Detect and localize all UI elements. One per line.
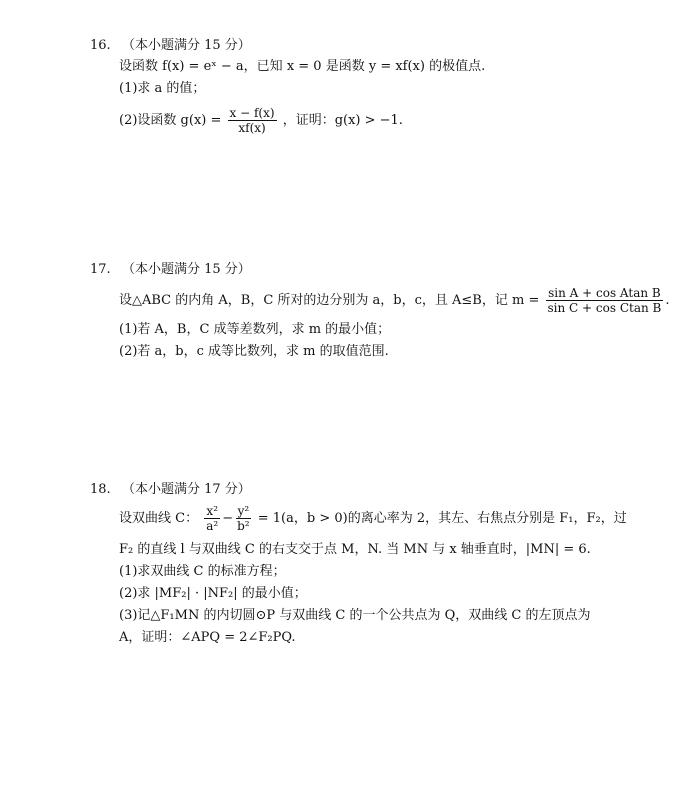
g-numerator: x − f(x): [229, 106, 275, 120]
problem-18: [90, 480, 650, 649]
x-denominator: a²: [206, 519, 219, 533]
part-1: (1)求双曲线 C 的标准方程；: [119, 564, 286, 579]
part-1: (1)若 A，B，C 成等差数列，求 m 的最小值；: [119, 322, 391, 337]
part-2-text: (2)设函数 g(x) =: [119, 113, 222, 128]
problem-statement: [119, 504, 650, 533]
part-2: (2)若 a，b，c 成等比数列，求 m 的取值范围.: [119, 344, 389, 359]
score-note: （本小题满分 15 分）: [122, 38, 251, 53]
problem-16-header: [90, 36, 650, 56]
problem-number: 16.: [90, 38, 111, 53]
y-denominator: b²: [237, 519, 250, 533]
statement-text-cont: = 1(a，b > 0)的离心率为 2，其左、右焦点分别是 F₁，F₂，过: [257, 511, 627, 526]
problem-number: 17.: [90, 262, 111, 277]
score-note: （本小题满分 17 分）: [122, 482, 251, 497]
statement-text: 设△ABC 的内角 A，B，C 所对的边分别为 a，b，c，且 A≤B，记 m =: [119, 293, 540, 308]
y-fraction: [235, 504, 252, 533]
part-2: [119, 106, 650, 135]
minus-sign: −: [222, 511, 234, 526]
problem-16: [90, 36, 650, 135]
statement-line-2: F₂ 的直线 l 与双曲线 C 的右支交于点 M，N. 当 MN 与 x 轴垂直时，|MN| = 6.: [119, 542, 591, 557]
part-3-cont: A，证明：∠APQ = 2∠F₂PQ.: [119, 630, 296, 645]
part-1: (1)求 a 的值；: [119, 81, 206, 96]
problem-number: 18.: [90, 482, 111, 497]
x-numerator: x²: [206, 504, 218, 518]
problem-17: [90, 260, 670, 363]
g-fraction: [228, 106, 277, 135]
problem-17-header: [90, 260, 650, 280]
x-fraction: [204, 504, 220, 533]
m-fraction: [546, 286, 664, 315]
part-3: (3)记△F₁MN 的内切圆⊙P 与双曲线 C 的一个公共点为 Q，双曲线 C 的左顶点为: [119, 608, 591, 623]
m-denominator: sin C + cos Ctan B: [547, 301, 662, 315]
part-2-claim: ，证明：g(x) > −1.: [282, 113, 403, 128]
problem-statement: [119, 286, 670, 315]
y-numerator: y²: [237, 504, 250, 518]
score-note: （本小题满分 15 分）: [122, 262, 251, 277]
problem-statement: 设函数 f(x) = eˣ − a，已知 x = 0 是函数 y = xf(x) 的极值点.: [119, 59, 486, 74]
problem-18-header: [90, 480, 650, 500]
statement-end: .: [665, 293, 670, 308]
statement-text: 设双曲线 C：: [119, 511, 199, 526]
part-2: (2)求 |MF₂| · |NF₂| 的最小值；: [119, 586, 307, 601]
g-denominator: xf(x): [238, 121, 266, 135]
m-numerator: sin A + cos Atan B: [548, 286, 661, 300]
